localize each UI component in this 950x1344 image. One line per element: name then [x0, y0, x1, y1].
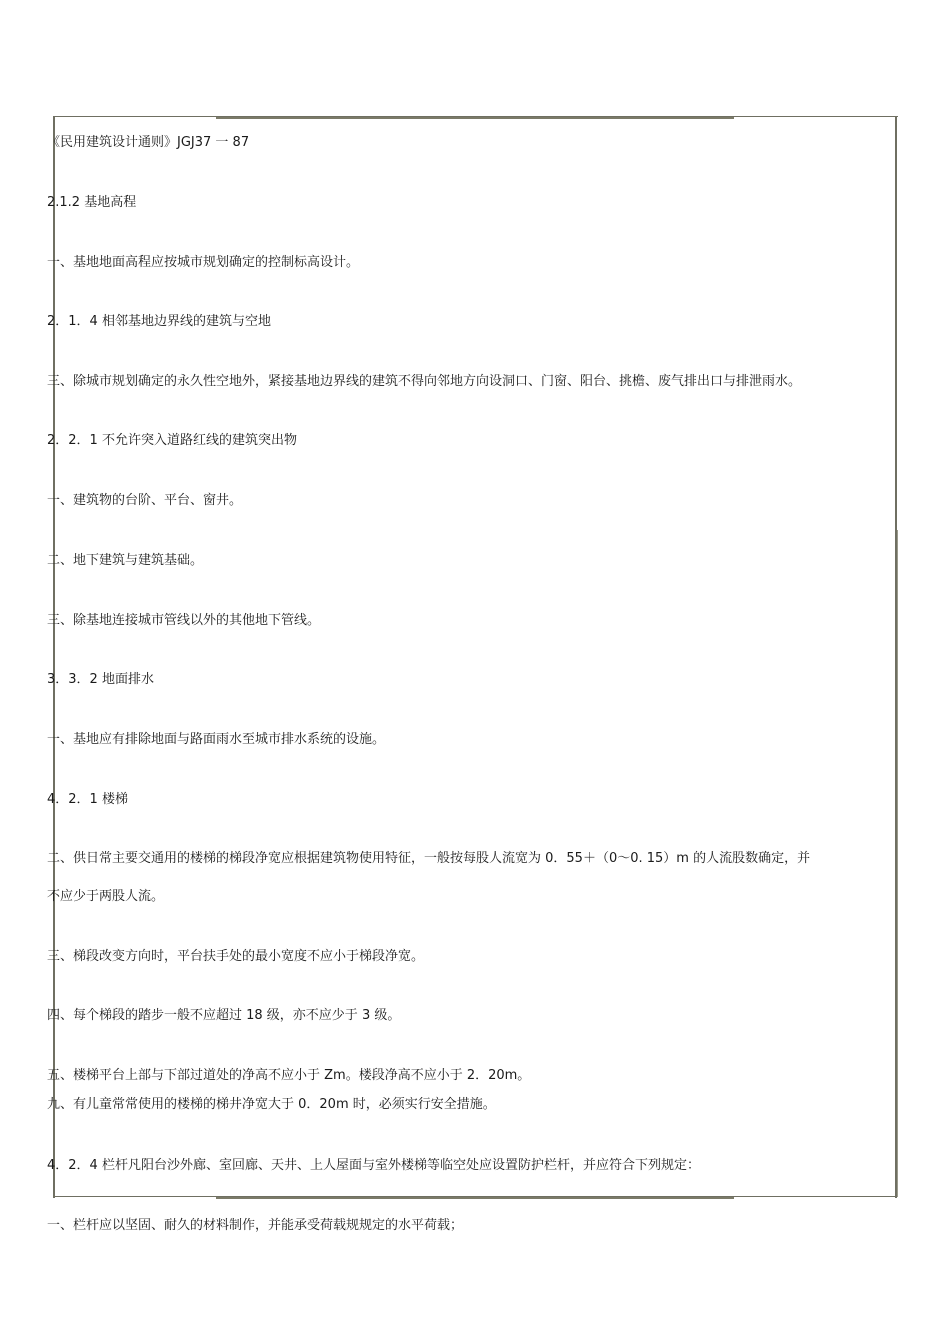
paragraph: 二、供日常主要交通用的楼梯的梯段净宽应根据建筑物使用特征，一般按每股人流宽为 0．55＋（0～0. 15）m 的人流股数确定，并 — [47, 851, 811, 866]
section-heading: 4．2．4 栏杆凡阳台沙外廊、室回廊、天井、上人屋面与室外楼梯等临空处应设置防护栏杆，并应符合下列规定： — [47, 1158, 700, 1173]
frame-bottom-border-accent — [216, 1197, 734, 1199]
paragraph: 三、除基地连接城市管线以外的其他地下管线。 — [47, 613, 321, 628]
paragraph: 一、栏杆应以坚固、耐久的材料制作，并能承受荷载规规定的水平荷载； — [47, 1218, 464, 1233]
section-heading: 2．2．1 不允许突入道路红线的建筑突出物 — [47, 433, 297, 448]
paragraph: 三、梯段改变方向时，平台扶手处的最小宽度不应小于梯段净宽。 — [47, 949, 425, 964]
paragraph: 五、楼梯平台上部与下部过道处的净高不应小于 Zm。楼段净高不应小于 2．20m。 — [47, 1068, 531, 1083]
paragraph: 九、有儿童常常使用的楼梯的梯井净宽大于 0．20m 时，必须实行安全措施。 — [47, 1097, 496, 1112]
frame-left-border — [53, 116, 55, 1198]
section-heading: 2.1.2 基地高程 — [47, 195, 137, 210]
paragraph: 四、每个梯段的踏步一般不应超过 18 级，亦不应少于 3 级。 — [47, 1008, 401, 1023]
section-heading: 2．1．4 相邻基地边界线的建筑与空地 — [47, 314, 271, 329]
paragraph: 一、建筑物的台阶、平台、窗井。 — [47, 493, 243, 508]
paragraph: 一、基地地面高程应按城市规划确定的控制标高设计。 — [47, 255, 360, 270]
section-heading: 3．3．2 地面排水 — [47, 672, 154, 687]
paragraph: 二、地下建筑与建筑基础。 — [47, 553, 204, 568]
document-title: 《民用建筑设计通则》JGJ37 一 87 — [47, 135, 250, 150]
paragraph: 一、基地应有排除地面与路面雨水至城市排水系统的设施。 — [47, 732, 386, 747]
frame-top-border-accent — [216, 117, 734, 119]
paragraph: 三、除城市规划确定的永久性空地外，紧接基地边界线的建筑不得向邻地方向设洞口、门窗、阳台、挑檐、废气排出口与排泄雨水。 — [47, 374, 802, 389]
frame-right-border-accent — [897, 530, 898, 1197]
section-heading: 4．2．1 楼梯 — [47, 792, 128, 807]
paragraph-continuation: 不应少于两股人流。 — [47, 889, 165, 904]
